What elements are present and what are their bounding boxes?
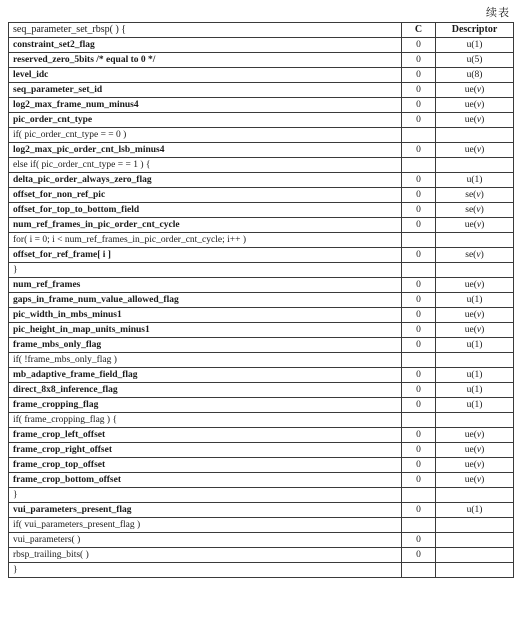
table-row <box>9 323 514 338</box>
descriptor-arg: v <box>476 445 482 455</box>
table-row <box>9 413 514 428</box>
table-row <box>9 473 514 488</box>
descriptor-arg: 1 <box>474 340 480 350</box>
descriptor-close-paren: ) <box>479 400 483 410</box>
descriptor-type: u( <box>466 70 475 80</box>
descriptor-close-paren: ) <box>479 295 483 305</box>
table-row <box>9 143 514 158</box>
descriptor-type: u( <box>466 40 475 50</box>
table-row <box>9 173 514 188</box>
category-cell: 0 <box>402 548 436 563</box>
descriptor-type: u( <box>466 175 475 185</box>
syntax-cell: if( !frame_mbs_only_flag ) <box>9 353 402 368</box>
table-row <box>9 338 514 353</box>
descriptor-type: ue( <box>464 100 477 110</box>
descriptor-arg: v <box>476 325 482 335</box>
category-cell: 0 <box>402 173 436 188</box>
category-cell: 0 <box>402 368 436 383</box>
syntax-cell: frame_crop_left_offset <box>9 428 402 443</box>
descriptor-close-paren: ) <box>481 310 485 320</box>
table-row <box>9 263 514 278</box>
descriptor-cell <box>436 413 514 428</box>
syntax-cell: seq_parameter_set_id <box>9 83 402 98</box>
descriptor-close-paren: ) <box>479 55 483 65</box>
descriptor-close-paren: ) <box>481 475 485 485</box>
category-cell <box>402 233 436 248</box>
descriptor-type: u( <box>466 505 475 515</box>
table-row <box>9 503 514 518</box>
syntax-cell: offset_for_non_ref_pic <box>9 188 402 203</box>
category-cell: 0 <box>402 398 436 413</box>
syntax-cell: direct_8x8_inference_flag <box>9 383 402 398</box>
descriptor-cell <box>436 113 514 128</box>
descriptor-arg: v <box>476 250 481 260</box>
descriptor-cell <box>436 68 514 83</box>
descriptor-type: se( <box>465 205 477 215</box>
category-cell: 0 <box>402 428 436 443</box>
syntax-cell: if( frame_cropping_flag ) { <box>9 413 402 428</box>
descriptor-cell <box>436 128 514 143</box>
descriptor-cell <box>436 428 514 443</box>
descriptor-cell <box>436 188 514 203</box>
descriptor-type: se( <box>465 250 477 260</box>
descriptor-arg: v <box>476 190 481 200</box>
category-cell <box>402 563 436 578</box>
table-header-row <box>9 23 514 38</box>
descriptor-type: ue( <box>464 145 477 155</box>
syntax-cell: pic_height_in_map_units_minus1 <box>9 323 402 338</box>
descriptor-close-paren: ) <box>479 40 483 50</box>
descriptor-cell <box>436 443 514 458</box>
table-row <box>9 203 514 218</box>
syntax-cell: if( vui_parameters_present_flag ) <box>9 518 402 533</box>
descriptor-close-paren: ) <box>481 325 485 335</box>
descriptor-close-paren: ) <box>480 205 484 215</box>
table-row <box>9 248 514 263</box>
syntax-cell: reserved_zero_5bits /* equal to 0 */ <box>9 53 402 68</box>
descriptor-close-paren: ) <box>479 175 483 185</box>
syntax-cell: rbsp_trailing_bits( ) <box>9 548 402 563</box>
syntax-cell: vui_parameters_present_flag <box>9 503 402 518</box>
table-row <box>9 233 514 248</box>
descriptor-cell <box>436 383 514 398</box>
syntax-cell: log2_max_frame_num_minus4 <box>9 98 402 113</box>
descriptor-close-paren: ) <box>479 385 483 395</box>
c-header: C <box>402 23 436 38</box>
descriptor-cell <box>436 458 514 473</box>
syntax-cell: offset_for_top_to_bottom_field <box>9 203 402 218</box>
descriptor-cell <box>436 518 514 533</box>
syntax-cell: pic_width_in_mbs_minus1 <box>9 308 402 323</box>
descriptor-cell <box>436 368 514 383</box>
category-cell <box>402 158 436 173</box>
descriptor-type: ue( <box>464 310 477 320</box>
descriptor-cell <box>436 233 514 248</box>
table-row <box>9 443 514 458</box>
descriptor-arg: v <box>476 475 482 485</box>
syntax-cell: } <box>9 563 402 578</box>
category-cell: 0 <box>402 68 436 83</box>
syntax-cell: pic_order_cnt_type <box>9 113 402 128</box>
table-row <box>9 488 514 503</box>
category-cell: 0 <box>402 188 436 203</box>
syntax-cell: vui_parameters( ) <box>9 533 402 548</box>
descriptor-arg: v <box>476 85 482 95</box>
descriptor-cell <box>436 323 514 338</box>
table-row <box>9 548 514 563</box>
descriptor-close-paren: ) <box>481 280 485 290</box>
descriptor-cell <box>436 38 514 53</box>
table-row <box>9 158 514 173</box>
syntax-cell: for( i = 0; i < num_ref_frames_in_pic_order_cnt_cycle; i++ ) <box>9 233 402 248</box>
descriptor-cell <box>436 503 514 518</box>
descriptor-type: ue( <box>464 430 477 440</box>
descriptor-close-paren: ) <box>479 340 483 350</box>
descriptor-cell <box>436 98 514 113</box>
descriptor-arg: v <box>476 205 481 215</box>
descriptor-cell <box>436 533 514 548</box>
syntax-cell: frame_crop_top_offset <box>9 458 402 473</box>
descriptor-close-paren: ) <box>479 70 483 80</box>
table-row <box>9 398 514 413</box>
descriptor-arg: 1 <box>474 295 480 305</box>
descriptor-cell <box>436 488 514 503</box>
table-row <box>9 83 514 98</box>
syntax-cell: frame_crop_bottom_offset <box>9 473 402 488</box>
descriptor-arg: v <box>476 430 482 440</box>
category-cell: 0 <box>402 98 436 113</box>
category-cell: 0 <box>402 143 436 158</box>
table-row <box>9 368 514 383</box>
table-row <box>9 38 514 53</box>
descriptor-cell <box>436 263 514 278</box>
table-row <box>9 533 514 548</box>
table-row <box>9 353 514 368</box>
descriptor-arg: v <box>476 100 482 110</box>
descriptor-close-paren: ) <box>480 250 484 260</box>
category-cell <box>402 263 436 278</box>
descriptor-cell <box>436 143 514 158</box>
descriptor-arg: v <box>476 115 482 125</box>
descriptor-type: ue( <box>464 85 477 95</box>
category-cell: 0 <box>402 278 436 293</box>
category-cell: 0 <box>402 533 436 548</box>
descriptor-cell <box>436 548 514 563</box>
syntax-cell: } <box>9 263 402 278</box>
category-cell: 0 <box>402 383 436 398</box>
table-row <box>9 53 514 68</box>
syntax-cell: frame_cropping_flag <box>9 398 402 413</box>
descriptor-arg: v <box>476 145 482 155</box>
descriptor-header: Descriptor <box>436 23 514 38</box>
category-cell: 0 <box>402 218 436 233</box>
descriptor-close-paren: ) <box>481 145 485 155</box>
table-row <box>9 188 514 203</box>
descriptor-close-paren: ) <box>481 220 485 230</box>
syntax-table <box>8 22 514 578</box>
descriptor-arg: v <box>476 310 482 320</box>
descriptor-cell <box>436 563 514 578</box>
category-cell: 0 <box>402 503 436 518</box>
descriptor-arg: v <box>476 220 482 230</box>
table-row <box>9 428 514 443</box>
category-cell: 0 <box>402 308 436 323</box>
descriptor-cell <box>436 53 514 68</box>
syntax-header: seq_parameter_set_rbsp( ) { <box>9 23 402 38</box>
category-cell: 0 <box>402 458 436 473</box>
table-row <box>9 563 514 578</box>
syntax-cell: num_ref_frames <box>9 278 402 293</box>
descriptor-type: ue( <box>464 445 477 455</box>
category-cell: 0 <box>402 323 436 338</box>
category-cell: 0 <box>402 113 436 128</box>
descriptor-close-paren: ) <box>480 190 484 200</box>
descriptor-type: u( <box>466 385 475 395</box>
descriptor-arg: 5 <box>474 55 480 65</box>
table-row <box>9 98 514 113</box>
category-cell <box>402 488 436 503</box>
table-row <box>9 518 514 533</box>
descriptor-cell <box>436 158 514 173</box>
descriptor-type: u( <box>466 295 475 305</box>
syntax-cell: mb_adaptive_frame_field_flag <box>9 368 402 383</box>
table-row <box>9 128 514 143</box>
syntax-cell: if( pic_order_cnt_type = = 0 ) <box>9 128 402 143</box>
syntax-cell: gaps_in_frame_num_value_allowed_flag <box>9 293 402 308</box>
syntax-cell: num_ref_frames_in_pic_order_cnt_cycle <box>9 218 402 233</box>
descriptor-arg: 1 <box>474 40 480 50</box>
descriptor-cell <box>436 353 514 368</box>
descriptor-arg: v <box>476 280 482 290</box>
descriptor-cell <box>436 338 514 353</box>
descriptor-type: ue( <box>464 325 477 335</box>
table-body <box>9 38 514 578</box>
descriptor-close-paren: ) <box>481 115 485 125</box>
descriptor-close-paren: ) <box>479 505 483 515</box>
category-cell: 0 <box>402 248 436 263</box>
category-cell: 0 <box>402 443 436 458</box>
category-cell: 0 <box>402 38 436 53</box>
descriptor-cell <box>436 398 514 413</box>
descriptor-cell <box>436 293 514 308</box>
category-cell: 0 <box>402 53 436 68</box>
category-cell: 0 <box>402 473 436 488</box>
descriptor-type: u( <box>466 340 475 350</box>
syntax-cell: frame_mbs_only_flag <box>9 338 402 353</box>
category-cell <box>402 413 436 428</box>
continued-label: 续表 <box>486 7 510 19</box>
descriptor-close-paren: ) <box>481 430 485 440</box>
descriptor-close-paren: ) <box>479 370 483 380</box>
table-row <box>9 278 514 293</box>
descriptor-close-paren: ) <box>481 445 485 455</box>
table-row <box>9 383 514 398</box>
syntax-cell: } <box>9 488 402 503</box>
table-row <box>9 218 514 233</box>
syntax-cell: log2_max_pic_order_cnt_lsb_minus4 <box>9 143 402 158</box>
descriptor-type: ue( <box>464 220 477 230</box>
table-row <box>9 113 514 128</box>
descriptor-type: u( <box>466 400 475 410</box>
descriptor-cell <box>436 308 514 323</box>
category-cell <box>402 353 436 368</box>
category-cell: 0 <box>402 83 436 98</box>
descriptor-arg: 1 <box>474 175 480 185</box>
syntax-cell: else if( pic_order_cnt_type = = 1 ) { <box>9 158 402 173</box>
descriptor-arg: 1 <box>474 400 480 410</box>
descriptor-cell <box>436 83 514 98</box>
category-cell: 0 <box>402 293 436 308</box>
descriptor-arg: 8 <box>474 70 480 80</box>
descriptor-type: u( <box>466 370 475 380</box>
descriptor-arg: v <box>476 460 482 470</box>
descriptor-type: u( <box>466 55 475 65</box>
descriptor-cell <box>436 203 514 218</box>
descriptor-arg: 1 <box>474 505 480 515</box>
descriptor-cell <box>436 473 514 488</box>
syntax-cell: level_idc <box>9 68 402 83</box>
syntax-cell: frame_crop_right_offset <box>9 443 402 458</box>
descriptor-type: ue( <box>464 475 477 485</box>
category-cell <box>402 128 436 143</box>
descriptor-type: ue( <box>464 280 477 290</box>
descriptor-close-paren: ) <box>481 460 485 470</box>
descriptor-type: ue( <box>464 460 477 470</box>
category-cell: 0 <box>402 338 436 353</box>
descriptor-type: ue( <box>464 115 477 125</box>
category-cell <box>402 518 436 533</box>
category-cell: 0 <box>402 203 436 218</box>
table-row <box>9 308 514 323</box>
descriptor-cell <box>436 218 514 233</box>
syntax-cell: delta_pic_order_always_zero_flag <box>9 173 402 188</box>
descriptor-type: se( <box>465 190 477 200</box>
descriptor-close-paren: ) <box>481 85 485 95</box>
descriptor-cell <box>436 173 514 188</box>
descriptor-cell <box>436 248 514 263</box>
table-row <box>9 458 514 473</box>
table-row <box>9 68 514 83</box>
syntax-cell: constraint_set2_flag <box>9 38 402 53</box>
syntax-cell: offset_for_ref_frame[ i ] <box>9 248 402 263</box>
table-row <box>9 293 514 308</box>
descriptor-close-paren: ) <box>481 100 485 110</box>
descriptor-arg: 1 <box>474 385 480 395</box>
descriptor-arg: 1 <box>474 370 480 380</box>
descriptor-cell <box>436 278 514 293</box>
